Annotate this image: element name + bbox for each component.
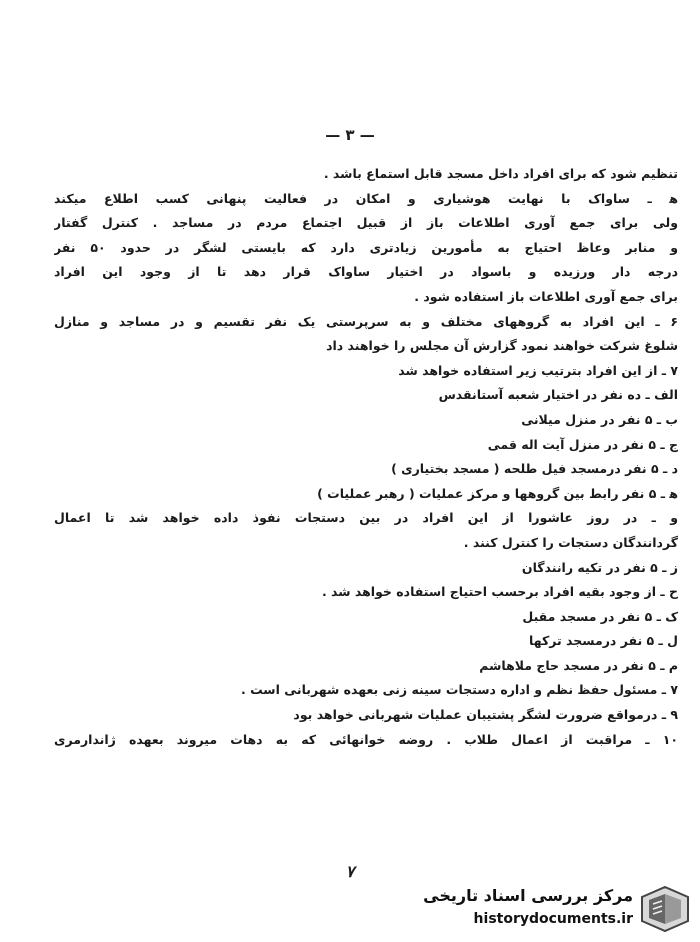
text-line: ولی برای جمع آوری اطلاعات باز از قبیل اجتماع مردم در مساجد . کنترل گفتار	[54, 215, 678, 231]
text-line: ۷ ـ از این افراد بترتیب زیر استفاده خواهد شد	[398, 362, 678, 378]
text-line: د ـ ۵ نفر درمسجد فیل طلحه ( مسجد بختیاری )	[391, 461, 678, 477]
watermark-title: مرکز بررسی اسناد تاریخی	[423, 886, 633, 905]
text-line: ح ـ از وجود بقیه افراد برحسب احتیاج استفاده خواهد شد .	[321, 584, 678, 600]
text-line: ۱۰ ـ مراقبت از اعمال طلاب . روضه خوانهائی که به دهات میروند بعهده ژاندارمری	[54, 731, 678, 747]
text-line: ب ـ ۵ نفر در منزل میلانی	[521, 411, 678, 427]
text-line: ۶ ـ این افراد به گروههای مختلف و به سرپرستی یک نفر تقسیم و در مساجد و منازل	[54, 313, 678, 329]
text-line: تنظیم شود که برای افراد داخل مسجد قابل استماع باشد .	[323, 166, 678, 181]
text-line: ز ـ ۵ نفر در تکیه رانندگان	[521, 559, 678, 575]
watermark-url: historydocuments.ir	[473, 911, 633, 927]
archive-book-logo-icon	[639, 884, 691, 934]
text-line: م ـ ۵ نفر در مسجد حاج ملاهاشم	[479, 657, 678, 673]
text-line: برای جمع آوری اطلاعات باز استفاده شود .	[414, 288, 678, 304]
text-line: گردانندگان دستجات را کنترل کنند .	[463, 534, 678, 550]
text-line: ک ـ ۵ نفر در مسجد مقبل	[522, 608, 678, 624]
text-line: ۹ ـ درمواقع ضرورت لشگر پشتیبان عملیات شهربانی خواهد بود	[293, 707, 678, 723]
text-line: الف ـ ده نفر در اختیار شعبه آستانقدس	[438, 387, 678, 403]
text-line: ۷ ـ مسئول حفظ نظم و اداره دستجات سینه زنی بعهده شهربانی است .	[240, 682, 678, 698]
page-number: — ۳ —	[325, 126, 375, 144]
text-line: ل ـ ۵ نفر درمسجد ترکها	[529, 633, 678, 649]
text-line: و ـ در روز عاشورا از این افراد در بین دستجات نفوذ داده خواهد شد تا اعمال	[54, 510, 678, 526]
text-line: شلوغ شرکت خواهند نمود گزارش آن مجلس را خواهند داد	[326, 338, 678, 354]
handwritten-page-mark: ۷	[345, 862, 355, 881]
text-line: ﻫ ـ ۵ نفر رابط بین گروهها و مرکز عملیات ( رهبر عملیات )	[317, 485, 678, 501]
text-line: ج ـ ۵ نفر در منزل آیت اله قمی	[487, 436, 678, 452]
watermark	[410, 880, 695, 938]
text-line: درجه دار ورزیده و باسواد در اختیار ساواک قرار دهد تا از وجود این افراد	[54, 264, 678, 280]
text-line: و منابر وعاظ احتیاج به مأمورین زیادتری دارد که بایستی لشگر در حدود ۵۰ نفر	[54, 239, 678, 255]
document-body	[54, 162, 678, 752]
text-line: ﻫ ـ ساواک با نهایت هوشیاری و امکان در فعالیت پنهانی کسب اطلاع میکند	[54, 190, 678, 206]
